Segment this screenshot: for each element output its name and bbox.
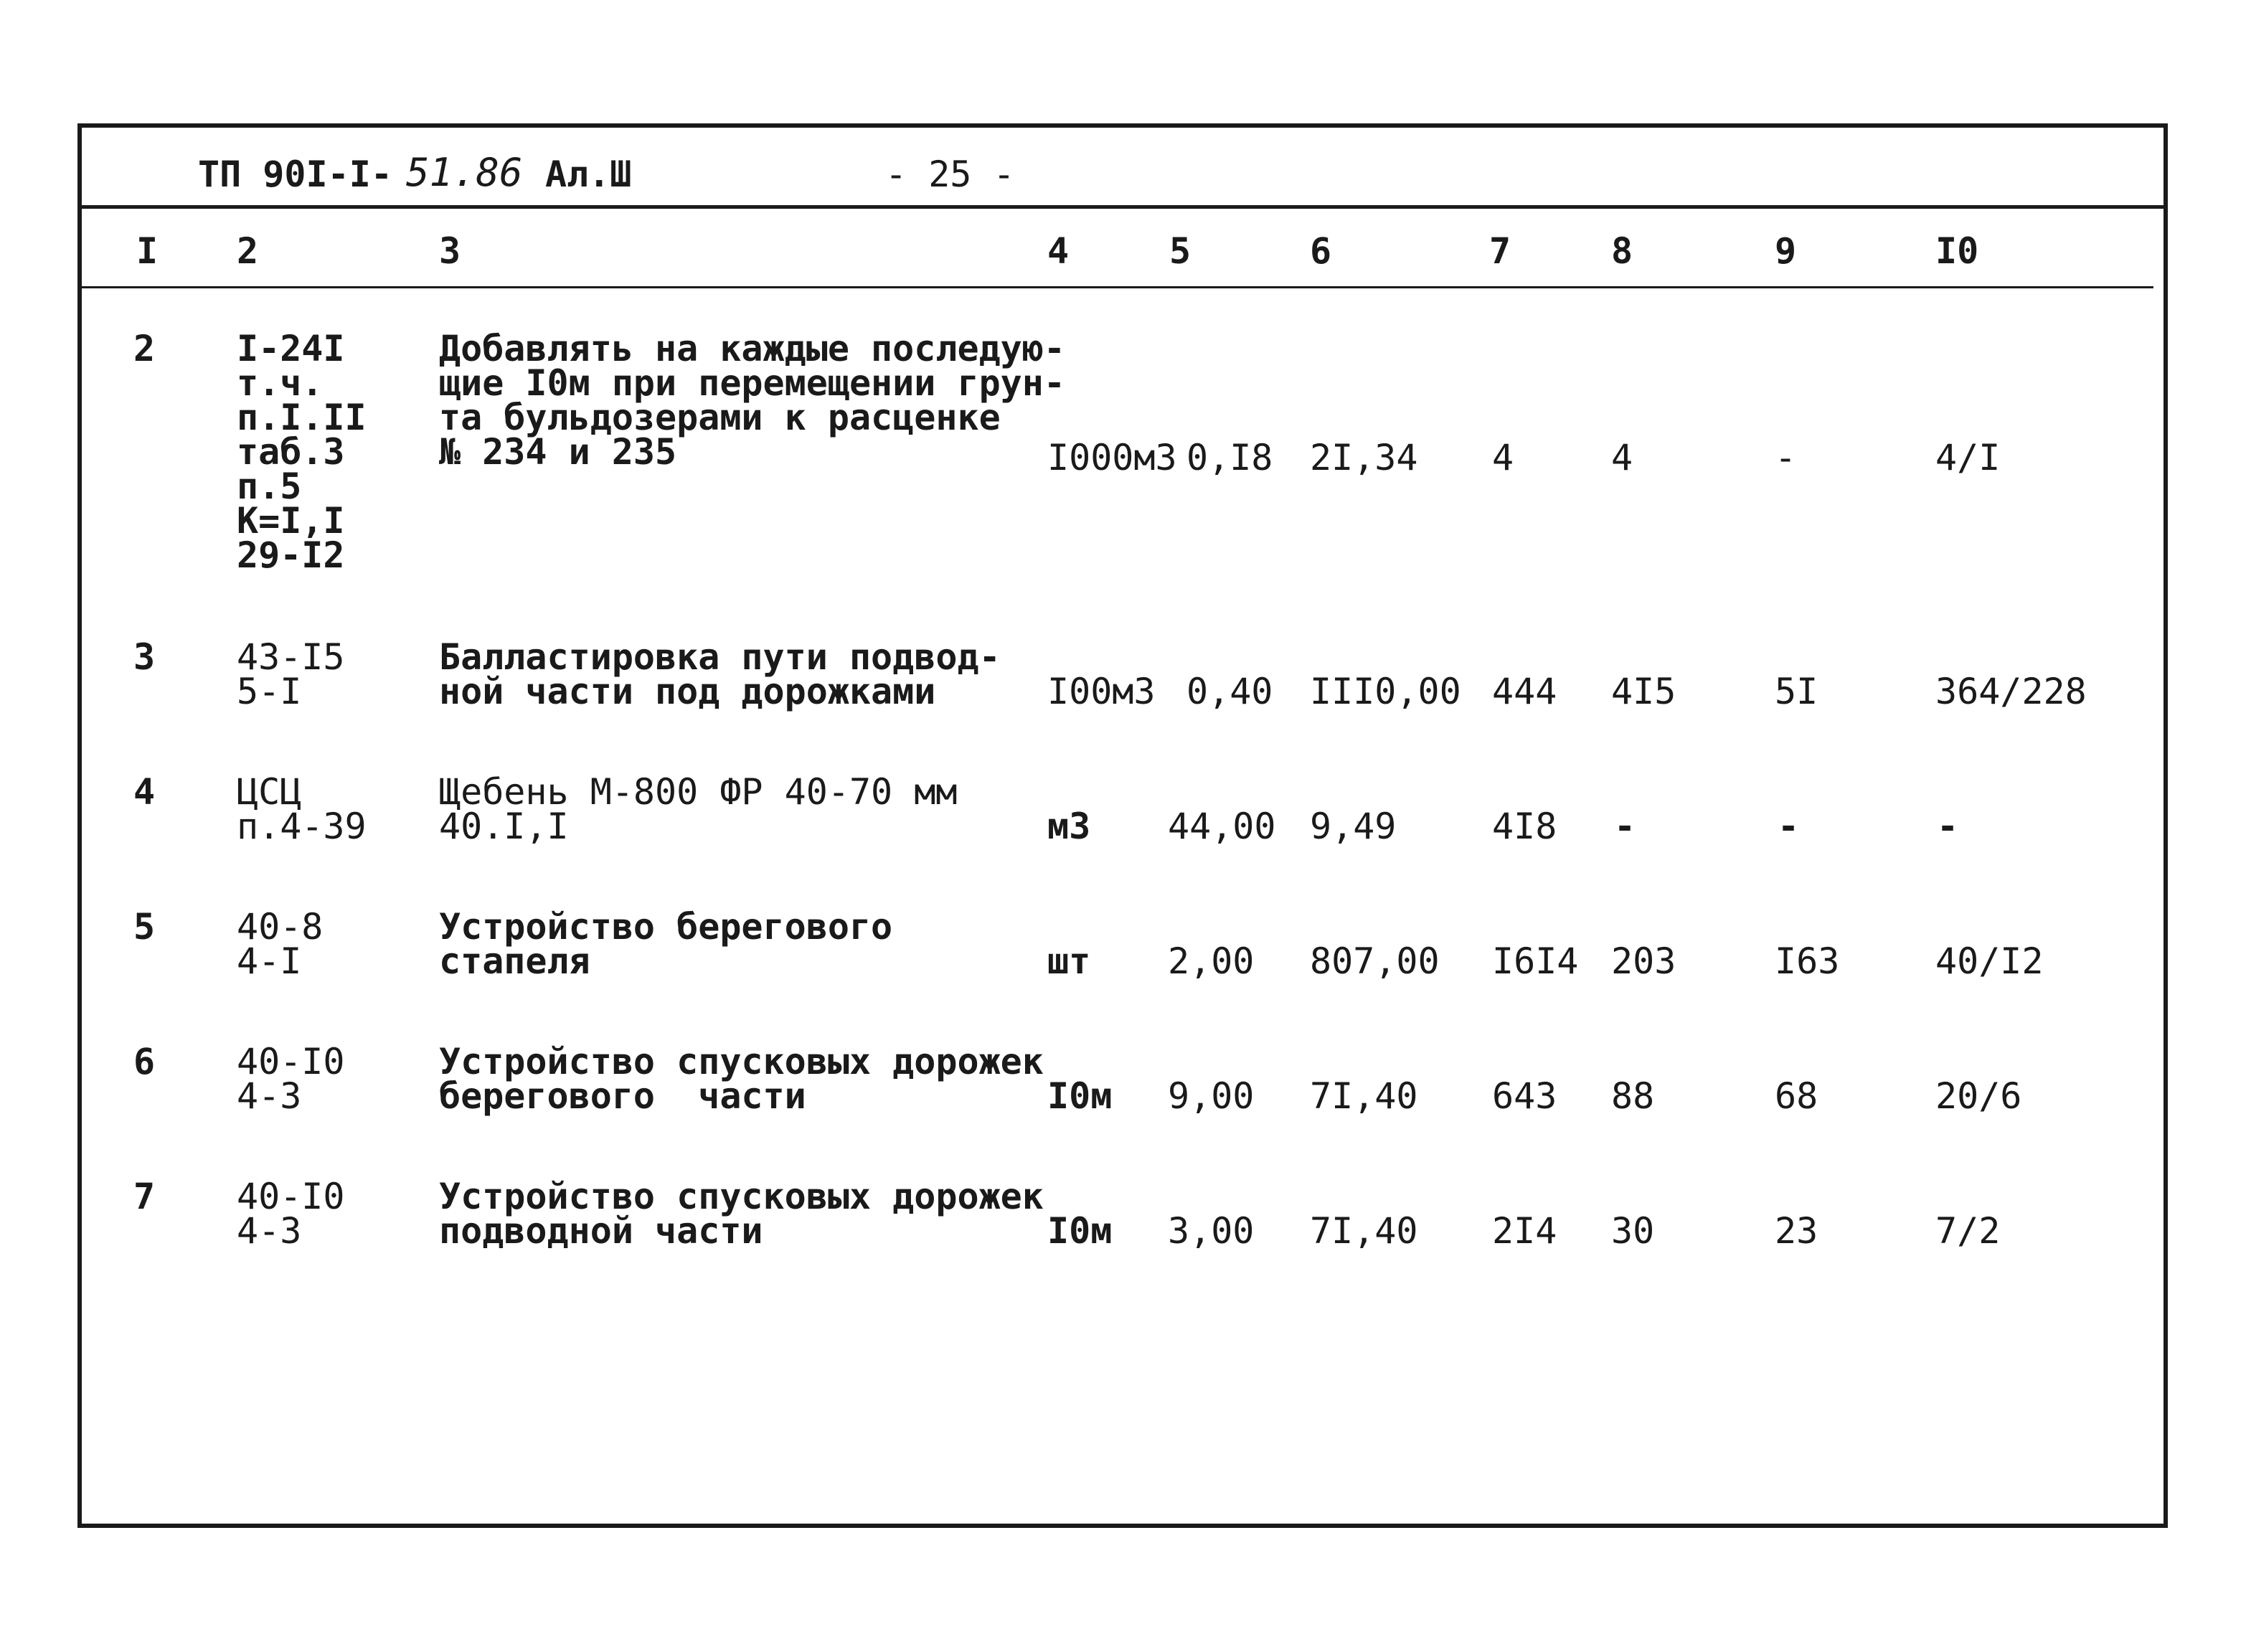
unit-price: 7I,40 (1310, 1075, 1418, 1117)
quantity: 0,I8 (1186, 437, 1273, 478)
col-10-value: 4/I (1935, 437, 2001, 478)
column-header-10: I0 (1935, 230, 1979, 272)
page-frame (77, 123, 2168, 1528)
col-9-value: 23 (1775, 1210, 1818, 1252)
quantity: 9,00 (1168, 1075, 1255, 1117)
norm-code: 43-I5 5-I (237, 636, 345, 712)
column-header-2: 2 (237, 230, 259, 272)
column-header-3: 3 (439, 230, 461, 272)
col-7-value: 4 (1492, 437, 1514, 478)
norm-code: 40-8 4-I (237, 906, 324, 982)
column-header-8: 8 (1611, 230, 1633, 272)
unit-price: 2I,34 (1310, 437, 1418, 478)
col-9-value: I63 (1775, 940, 1840, 982)
unit-price: 7I,40 (1310, 1210, 1418, 1252)
album-label: Ал.Ш (545, 154, 632, 195)
col-8-value: - (1614, 806, 1636, 847)
unit: I0м (1047, 1210, 1113, 1252)
unit: шт (1047, 940, 1091, 982)
unit: I00м3 (1047, 671, 1156, 712)
row-number: 6 (133, 1041, 156, 1082)
col-10-value: 364/228 (1935, 671, 2087, 712)
page-number: - 25 - (885, 154, 1015, 195)
work-description: Устройство спусковых дорожек берегового части (439, 1041, 1044, 1117)
row-number: 4 (133, 771, 156, 813)
col-7-value: 444 (1492, 671, 1557, 712)
col-10-value: 7/2 (1935, 1210, 2001, 1252)
quantity: 2,00 (1168, 940, 1255, 982)
quantity: 44,00 (1168, 806, 1276, 847)
row-number: 3 (133, 636, 156, 678)
norm-code: 40-I0 4-3 (237, 1176, 345, 1252)
column-header-5: 5 (1169, 230, 1192, 272)
header-divider (80, 205, 2165, 209)
column-header-divider (80, 286, 2153, 288)
work-description: Балластировка пути подвод- ной части под дорожками (439, 636, 1001, 712)
col-8-value: 203 (1611, 940, 1676, 982)
row-number: 7 (133, 1176, 156, 1217)
unit: м3 (1047, 806, 1091, 847)
column-header-9: 9 (1775, 230, 1797, 272)
col-9-value: 5I (1775, 671, 1818, 712)
col-8-value: 4I5 (1611, 671, 1676, 712)
norm-code: ЦСЦ п.4-39 (237, 771, 367, 847)
row-number: 2 (133, 328, 156, 369)
norm-code: 40-I0 4-3 (237, 1041, 345, 1117)
col-9-value: 68 (1775, 1075, 1818, 1117)
col-8-value: 4 (1611, 437, 1633, 478)
col-7-value: 643 (1492, 1075, 1557, 1117)
work-description: Добавлять на каждые последую- щие I0м при перемещении грун- та бульдозерами к расценке № 234 и 235 (439, 328, 1065, 473)
col-9-value: - (1778, 806, 1800, 847)
row-number: 5 (133, 906, 156, 948)
norm-code: I-24I т.ч. п.I.II таб.3 п.5 К=I,I 29-I2 (237, 328, 367, 576)
col-7-value: I6I4 (1492, 940, 1579, 982)
unit-price: 807,00 (1310, 940, 1440, 982)
column-header-6: 6 (1310, 230, 1332, 272)
col-8-value: 30 (1611, 1210, 1655, 1252)
col-10-value: - (1937, 806, 1959, 847)
work-description: Устройство спусковых дорожек подводной части (439, 1176, 1044, 1252)
col-10-value: 40/I2 (1935, 940, 2044, 982)
col-7-value: 4I8 (1492, 806, 1557, 847)
document-code: ТП 90I-I- (198, 154, 392, 195)
document-code-handwritten: 51.86 (406, 150, 523, 195)
unit: I0м (1047, 1075, 1113, 1117)
unit-price: 9,49 (1310, 806, 1397, 847)
col-7-value: 2I4 (1492, 1210, 1557, 1252)
unit-price: III0,00 (1310, 671, 1461, 712)
col-8-value: 88 (1611, 1075, 1655, 1117)
col-10-value: 20/6 (1935, 1075, 2022, 1117)
work-description: Устройство берегового стапеля (439, 906, 893, 982)
col-9-value: - (1775, 437, 1797, 478)
quantity: 0,40 (1186, 671, 1273, 712)
column-header-4: 4 (1047, 230, 1070, 272)
quantity: 3,00 (1168, 1210, 1255, 1252)
unit: I000м3 (1047, 437, 1177, 478)
column-header-1: I (136, 230, 159, 272)
column-header-7: 7 (1489, 230, 1511, 272)
work-description: Щебень М-800 ФР 40-70 мм 40.I,I (439, 771, 958, 847)
